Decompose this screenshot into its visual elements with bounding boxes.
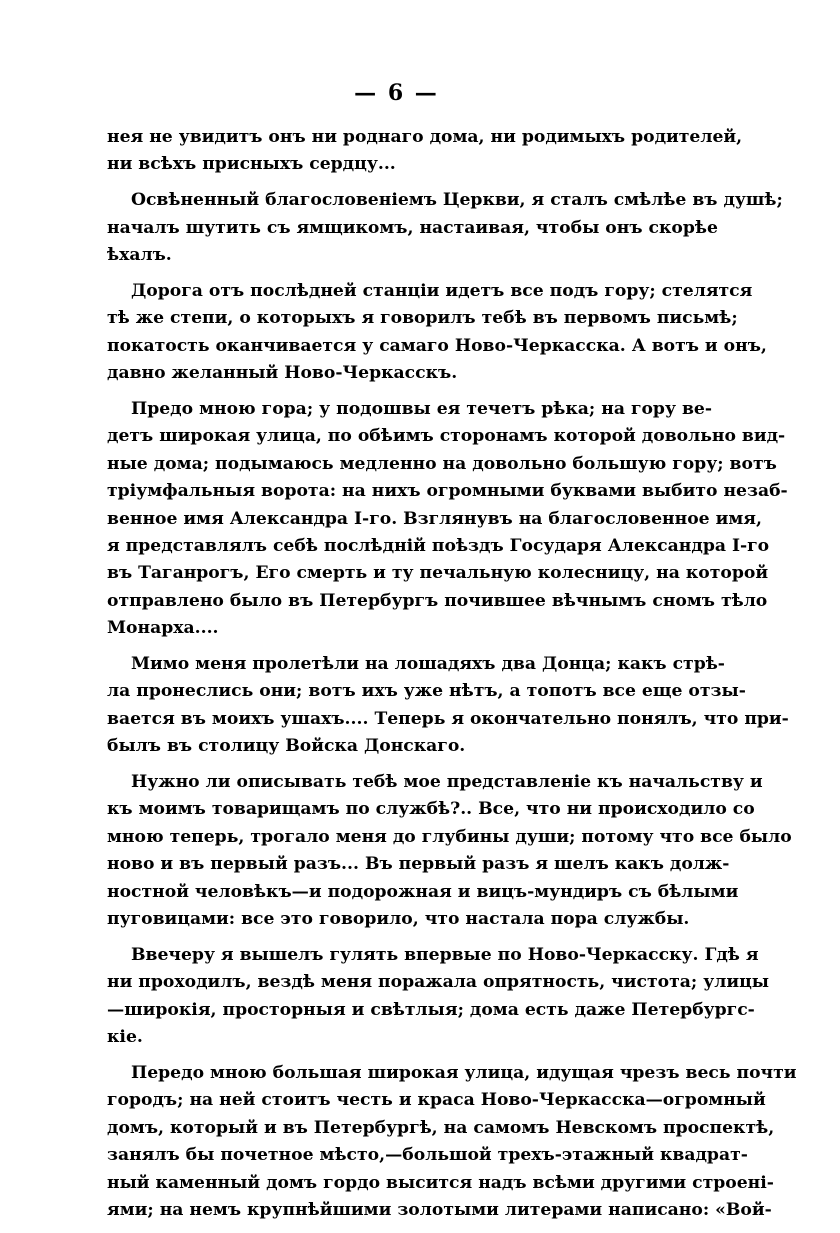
text-line: покатость оканчивается у самаго Ново-Черкасска. А вотъ и онъ, [107,335,767,356]
text-line: ни проходилъ, вездѣ меня поражала опрятность, чистота; улицы [107,972,770,993]
text-line: городъ; на ней стоитъ честь и краса Ново-Черкасска—огромный [107,1090,766,1111]
text-line: Передо мною большая широкая улица, идущая чрезъ весь почти [131,1063,797,1083]
text-line: пуговицами: все это говорило, что настала пора службы. [107,909,690,930]
text-line: детъ широкая улица, по обѣимъ сторонамъ которой довольно вид- [107,426,786,447]
text-line: ный каменный домъ гордо высится надъ всѣми другими строені- [107,1172,774,1193]
page-number: — 6 — [354,80,439,106]
text-line: къ моимъ товарищамъ по службѣ?.. Все, что ни происходило со [107,799,755,820]
text-line: нея не увидитъ онъ ни роднаго дома, ни родимыхъ родителей, [107,127,743,147]
paragraph [107,651,789,761]
text-line: —широкія, просторныя и свѣтлыя; дома есть даже Петербургс- [107,999,755,1020]
paragraph [107,278,767,388]
paragraph [107,396,788,643]
text-line: въ Таганрогъ, Его смерть и ту печальную колесницу, на которой [107,563,769,584]
text-line: Нужно ли описывать тебѣ мое представленіе къ начальству и [131,772,763,793]
text-line: ностной человѣкъ—и подорожная и вицъ-мундиръ съ бѣлыми [107,881,739,902]
text-line: Монарха.... [107,618,219,639]
text-line: домъ, который и въ Петербургѣ, на самомъ Невскомъ проспектѣ, [107,1117,775,1138]
text-line: Предо мною гора; у подошвы ея течетъ рѣка; на гору ве- [131,399,712,420]
text-line: вается въ моихъ ушахъ.... Теперь я окончательно понялъ, что при- [107,708,789,729]
paragraph [107,1060,797,1224]
text-line: отправлено было въ Петербургъ почившее вѣчнымъ сномъ тѣло [107,590,768,611]
text-line: Освѣненный благословеніемъ Церкви, я сталъ смѣлѣе въ душѣ; [131,190,783,211]
text-line: ново и въ первый разъ... Въ первый разъ я шелъ какъ долж- [107,854,730,875]
page-text [107,124,797,1233]
text-line: ные дома; подымаюсь медленно на довольно большую гору; вотъ [107,453,777,474]
paragraph [107,769,792,933]
text-line: ла пронеслись они; вотъ ихъ уже нѣтъ, а топотъ все еще отзы- [107,681,746,702]
text-line: кіе. [107,1027,143,1048]
paragraph [107,942,770,1052]
text-line: ями; на немъ крупнѣйшими золотыми литерами написано: «Вой- [107,1199,772,1220]
paragraph [107,124,743,179]
text-line: я представлялъ себѣ послѣдній поѣздъ Государя Александра I-го [107,535,770,556]
text-line: былъ въ столицу Войска Донскаго. [107,736,466,757]
text-line: тѣ же степи, о которыхъ я говорилъ тебѣ въ первомъ письмѣ; [107,308,738,329]
text-line: тріумфальныя ворота: на нихъ огромными буквами выбито незаб- [107,481,788,502]
text-line: Мимо меня пролетѣли на лошадяхъ два Донца; какъ стрѣ- [131,654,725,675]
text-line: началъ шутить съ ямщикомъ, настаивая, чтобы онъ скорѣе [107,217,718,238]
text-line: Дорога отъ послѣдней станціи идетъ все подъ гору; стелятся [131,280,753,301]
text-line: венное имя Александра I-го. Взглянувъ на благословенное имя, [107,508,762,529]
text-line: Ввечеру я вышелъ гулять впервые по Ново-Черкасску. Гдѣ я [131,944,759,965]
paragraph [107,187,783,269]
text-line: занялъ бы почетное мѣсто,—большой трехъ-этажный квадрат- [107,1145,748,1166]
text-line: ѣхалъ. [107,245,172,266]
text-line: ни всѣхъ присныхъ сердцу... [107,154,396,175]
text-line: мною теперь, трогало меня до глубины души; потому что все было [107,826,792,847]
text-line: давно желанный Ново-Черкасскъ. [107,363,458,384]
